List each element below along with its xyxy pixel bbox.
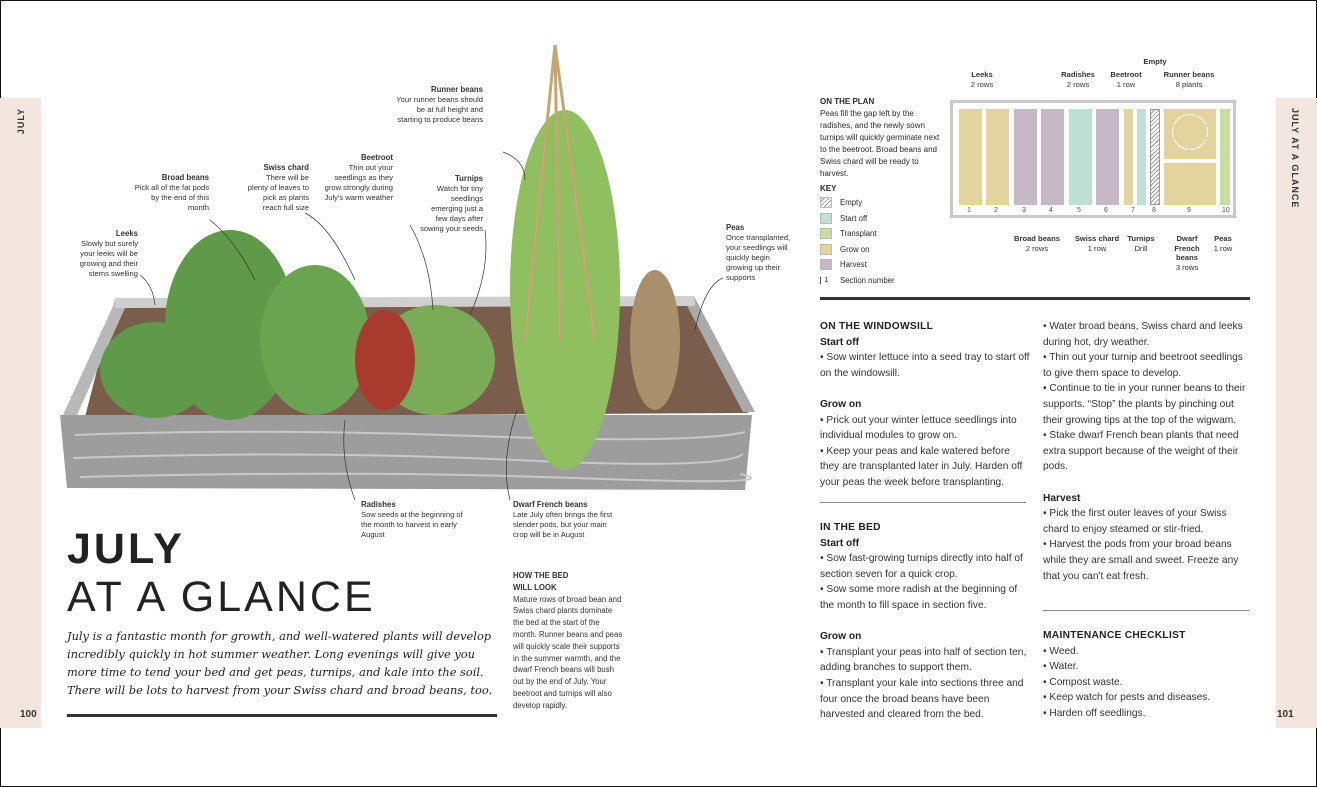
plan-label-dwarf-french-beans: Dwarf French beans 3 rows xyxy=(1174,234,1200,272)
key-item xyxy=(820,257,940,273)
plan-section-7a xyxy=(1124,109,1133,205)
section-number: 3 xyxy=(1022,207,1026,214)
section-number: 6 xyxy=(1104,207,1108,214)
plan-label-peas: Peas 1 row xyxy=(1213,234,1233,253)
annotation-swiss-chard: Swiss chard There will be plenty of leaves to pick as plants reach full size xyxy=(247,163,309,212)
intro-rule xyxy=(67,714,497,717)
key-swatch xyxy=(820,228,832,239)
key-section-number: 1 Section number xyxy=(820,273,940,289)
harvest-item: • Harvest the pods from your broad beans while they are small and sweet. Freeze any that you can't eat fresh. xyxy=(1043,539,1239,582)
plan-section-4 xyxy=(1041,109,1064,205)
plan-label-broad-beans: Broad beans 2 rows xyxy=(1014,234,1060,253)
in-the-bed-start-off-item: • Sow some more radish at the beginning of the month to fill space in section five. xyxy=(820,584,1018,611)
section-rule-top xyxy=(820,297,1250,300)
care-item: • Stake dwarf French bean plants that need extra support because of the weight of their pods. xyxy=(1043,430,1239,473)
key-label: Harvest xyxy=(840,260,867,270)
key-item xyxy=(820,195,940,211)
maintenance-item: • Compost waste. xyxy=(1043,676,1123,688)
right-tab-label: JULY AT A GLANCE xyxy=(1290,108,1300,209)
plan-section-10 xyxy=(1220,109,1230,205)
maintenance-item: • Water. xyxy=(1043,661,1079,673)
runner-bean-wigwam-icon xyxy=(1172,114,1208,150)
windowsill-start-off-item: • Sow winter lettuce into a seed tray to start off on the windowsill. xyxy=(820,352,1030,379)
left-side-tab xyxy=(0,98,41,728)
windowsill-grow-on-title: Grow on xyxy=(820,398,862,410)
key-item xyxy=(820,242,940,258)
plan-section-9-bottom xyxy=(1164,163,1216,205)
section-number: 9 xyxy=(1187,207,1191,214)
on-the-plan-box xyxy=(820,97,942,180)
plan-label-runner-beans: Runner beans 8 plants xyxy=(1163,70,1215,89)
section-number: 4 xyxy=(1049,207,1053,214)
windowsill-start-off-title: Start off xyxy=(820,336,860,348)
plan-label-turnips: Turnips Drill xyxy=(1127,234,1155,253)
bed-plan xyxy=(950,100,1236,218)
on-the-plan-title: ON THE PLAN xyxy=(820,97,875,106)
harvest-title: Harvest xyxy=(1043,492,1081,504)
annotation-beetroot: Beetroot Thin out your seedlings as they grow strongly during July's warm weather xyxy=(324,153,393,202)
care-item: • Water broad beans, Swiss chard and leeks during hot, dry weather. xyxy=(1043,321,1243,348)
annotation-peas: Peas Once transplanted, your seedlings will quickly begin growing up their supports xyxy=(726,223,791,282)
key-label: Start off xyxy=(840,213,868,223)
plan-section-2 xyxy=(986,109,1009,205)
in-the-bed-title: IN THE BED xyxy=(820,522,881,533)
harvest-item: • Pick the first outer leaves of your Swiss chard to enjoy steamed or stir-fried. xyxy=(1043,508,1227,535)
key-label: Empty xyxy=(840,198,863,208)
care-item: • Continue to tie in your runner beans to their supports. “Stop” the plants by pinching out their growing tips at the top of the wigwam. xyxy=(1043,383,1246,426)
column-divider xyxy=(1043,610,1249,611)
annotation-broad-beans: Broad beans Pick all of the fat pods by the end of this month xyxy=(134,173,209,212)
plan-section-9-top xyxy=(1164,109,1216,159)
left-tab-label: JULY xyxy=(16,108,26,135)
annotation-turnips: Turnips Watch for tiny seedlings emerging just a few days after sowing your seeds xyxy=(420,174,483,233)
plan-label-beetroot: Beetroot 1 row xyxy=(1110,70,1142,89)
key-legend xyxy=(820,184,940,288)
how-bed-look-text: Mature rows of broad bean and Swiss chard plants dominate the bed at the start of the month. Runner beans and peas will quickly scale their supports in the summer warmth, and the dwarf French beans will bush out by the end of July. Your beetroot and turnips will also develop rapidly. xyxy=(513,594,623,710)
section-number: 10 xyxy=(1222,207,1230,214)
intro-paragraph: July is a fantastic month for growth, and well-watered plants will develop incredibly quickly in hot summer weather. Long evenings will give you more time to tend your bed and get peas, turnips, and kale into the soil. There will be lots to harvest from your Swiss chard and broad beans, too. xyxy=(67,629,493,697)
on-the-plan-text: Peas fill the gap left by the radishes, and the newly sown turnips will quickly germinate next to the beetroot. Broad beans and Swiss chard will be ready to harvest. xyxy=(820,109,940,178)
key-title: KEY xyxy=(820,184,837,193)
windowsill-grow-on-item: • Prick out your winter lettuce seedlings into individual modules to grow on. xyxy=(820,414,1017,442)
right-column-section xyxy=(1043,319,1251,584)
key-swatch xyxy=(820,197,832,208)
section-number: 2 xyxy=(994,207,998,214)
key-swatch xyxy=(820,213,832,224)
plan-section-5 xyxy=(1069,109,1092,205)
key-swatch xyxy=(820,259,832,270)
maintenance-item: • Weed. xyxy=(1043,645,1079,657)
how-bed-look-title: HOW THE BED WILL LOOK xyxy=(513,571,569,592)
plan-label-swiss-chard: Swiss chard 1 row xyxy=(1074,234,1120,253)
in-the-bed-grow-on-title: Grow on xyxy=(820,631,862,643)
windowsill-title: ON THE WINDOWSILL xyxy=(820,321,934,332)
maintenance-item: • Harden off seedlings. xyxy=(1043,707,1146,719)
plan-section-3 xyxy=(1014,109,1037,205)
plan-section-7b xyxy=(1137,109,1146,205)
in-the-bed-start-off-title: Start off xyxy=(820,537,860,549)
key-swatch xyxy=(820,244,832,255)
care-item: • Thin out your turnip and beetroot seedlings to give them space to develop. xyxy=(1043,352,1243,379)
plan-label-empty: Empty xyxy=(1143,57,1167,66)
how-bed-look-box xyxy=(513,570,625,712)
in-the-bed-grow-on-item: • Transplant your kale into sections three and four once the broad beans have been harvested and cleared from the bed. xyxy=(820,677,1024,721)
in-the-bed-grow-on-item: • Transplant your peas into half of section ten, adding branches to support them. xyxy=(820,646,1027,674)
plan-label-radishes: Radishes 2 rows xyxy=(1061,70,1095,89)
plan-section-6 xyxy=(1096,109,1119,205)
key-label: Grow on xyxy=(840,244,870,254)
plan-label-leeks: Leeks 2 rows xyxy=(970,70,994,89)
column-divider xyxy=(820,502,1026,503)
page-title-line2: AT A GLANCE xyxy=(67,573,376,621)
page-title-line1: JULY xyxy=(67,525,185,573)
in-the-bed-start-off-item: • Sow fast-growing turnips directly into half of section seven for a quick crop. xyxy=(820,553,1023,580)
windowsill-grow-on-item: • Keep your peas and kale watered before they are transplanted later in July. Harden off your peas the week before transplanting. xyxy=(820,445,1023,488)
windowsill-section xyxy=(820,319,1030,491)
maintenance-item: • Keep watch for pests and diseases. xyxy=(1043,692,1211,704)
section-number: 7 xyxy=(1131,207,1135,214)
section-number: 8 xyxy=(1152,207,1156,214)
annotation-leeks: Leeks Slowly but surely your leeks will be growing and their stems swelling xyxy=(79,229,138,278)
plan-section-1 xyxy=(959,109,982,205)
right-page-number: 101 xyxy=(1277,709,1294,720)
key-item xyxy=(820,211,940,227)
key-label: Transplant xyxy=(840,229,877,239)
annotation-dwarf-french-beans: Dwarf French beans Late July often brings the first slender pods, but your main crop will be in August xyxy=(513,500,613,539)
right-side-tab xyxy=(1276,98,1317,728)
in-the-bed-section xyxy=(820,520,1030,723)
left-page-number: 100 xyxy=(20,709,37,720)
key-item xyxy=(820,226,940,242)
annotation-runner-beans: Runner beans Your runner beans should be at full height and starting to produce beans xyxy=(396,85,483,124)
maintenance-title: MAINTENANCE CHECKLIST xyxy=(1043,630,1186,641)
section-number: 1 xyxy=(967,207,971,214)
maintenance-section xyxy=(1043,628,1251,722)
section-number: 5 xyxy=(1077,207,1081,214)
annotation-radishes: Radishes Sow seeds at the beginning of the month to harvest in early August xyxy=(361,500,463,539)
plan-section-8 xyxy=(1150,109,1160,205)
